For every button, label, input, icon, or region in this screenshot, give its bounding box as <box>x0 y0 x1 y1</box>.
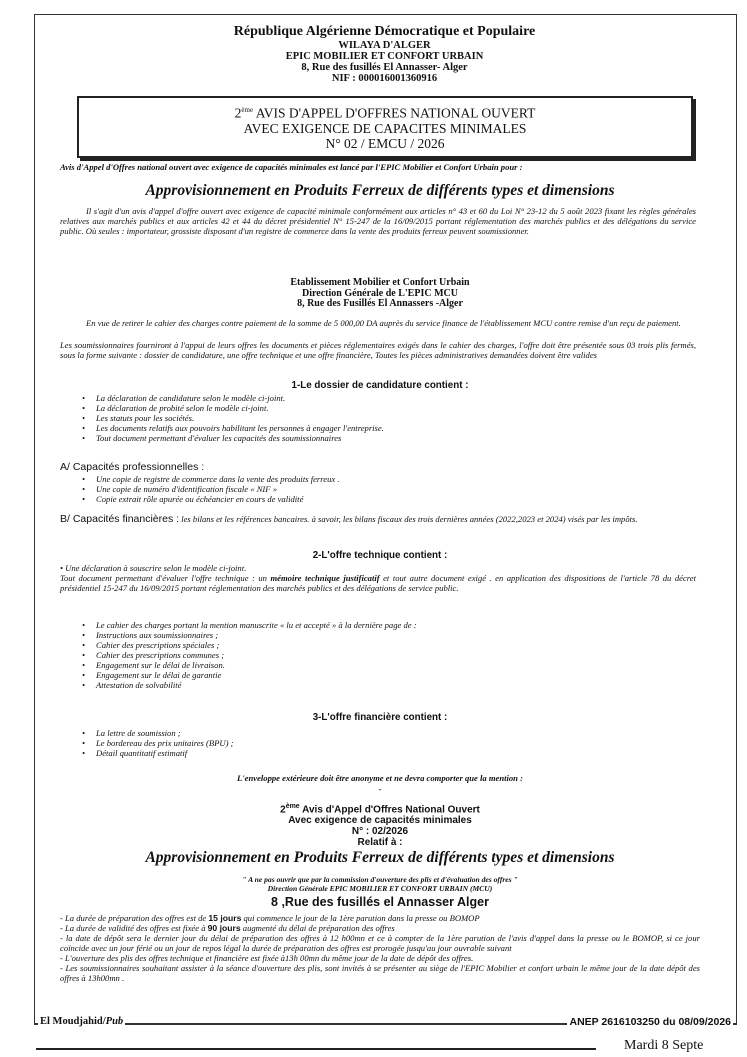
establishment-block: Etablissement Mobilier et Confort Urbain Direction Générale de L'EPIC MCU 8, Rue des Fusillés El Annassers -Alger <box>290 277 470 309</box>
terms-list <box>60 913 700 983</box>
term-line: - La durée de préparation des offres est de 15 jours qui commence le jour de la 1ère parution dans la presse ou BOMOP <box>60 913 480 923</box>
capacities-professional-title: A/ Capacités professionnelles : <box>60 461 205 473</box>
section2-list <box>60 620 700 690</box>
list-item: • Attestation de solvabilité <box>82 680 700 690</box>
list-item: • Engagement sur le délai de livraison. <box>82 660 700 670</box>
address-line: 8, Rue des fusillés El Annasser- Alger <box>301 62 468 73</box>
list-item: • La déclaration de probité selon le modèle ci-joint. <box>82 403 700 413</box>
term-line: - L'ouverture des plis des offres technique et financière est fixée à13h 00mn du même jour de la date de dépôt des offres. <box>60 953 474 963</box>
subject-heading: Approvisionnement en Produits Ferreux de différents types et dimensions <box>145 182 615 199</box>
retrieval-paragraph: En vue de retirer le cahier des charges contre paiement de la somme de 5 000,00 DA auprès du service finance de l'établissement MCU contre remise d'un reçu de paiement. <box>86 318 681 328</box>
envelope-warning-block: " A ne pas ouvrir que par la commission d'ouverture des plis et d'évaluation des offres " Direction Générale EPIC MOBILIER ET CONFORT URBAIN (MCU) <box>242 875 518 893</box>
list-item: • Une copie de registre de commerce dans la vente des produits ferreux . <box>82 474 700 484</box>
list-item: • La déclaration de candidature selon le modèle ci-joint. <box>82 393 700 403</box>
capacities-financial: B/ Capacités financières : les bilans et les références bancaires. à savoir, les bilans fiscaux des trois dernières années (2022,2023 et 2024) visés par les impôts. <box>60 513 638 525</box>
term-line: - la date de dépôt sera le dernier jour du délai de préparation des offres à 12 h00mn et ce à compter de la 1ère parution de l'avis d'appel dans la presse ou le BOMOP, si ce jour coïncide avec un jour férié ou un jour de repos légal la durée de préparation des offres est prorogée jusqu'au jour ouvrable suivant <box>60 933 700 953</box>
notice-title-box <box>77 96 693 158</box>
term-line: - Les soumissionnaires souhaitant assister à la séance d'ouverture des plis, sont invités à se présenter au siège de l'EPIC Mobilier et confort urbain le même jour de la date dépôt des offres à 13h00mn . <box>60 963 700 983</box>
list-item: • Instructions aux soumissionnaires ; <box>82 630 700 640</box>
envelope-dash: - <box>378 784 382 794</box>
list-item: • Cahier des prescriptions communes ; <box>82 650 700 660</box>
list-item: • Le cahier des charges portant la mention manuscrite « lu et accepté » à la dernière page de : <box>82 620 700 630</box>
legal-basis-paragraph: Il s'agit d'un avis d'appel d'offre ouvert avec exigence de capacité minimale conformément aux articles n° 43 et 60 du Loi N° 23-12 du 5 août 2023 fixant les règles générales relatives aux marchés publics et aux articles 42 et 44 du décret présidentiel N° 15-247 de la 16/09/2015 portant réglementation des marchés publics et des délégations du service public. Où seules : importateur, grossiste disposant d'un registre de commerce dans la vente des produits ferreux peuvent soumissionner. <box>60 206 696 236</box>
list-item: • Les statuts pour les sociétés. <box>82 413 700 423</box>
section2-title: 2-L'offre technique contient : <box>312 550 448 561</box>
list-item: • Copie extrait rôle apurée ou échéancier en cours de validité <box>82 494 700 504</box>
anep-reference: ANEP 2616103250 du 08/09/2026 <box>569 1016 731 1028</box>
list-item: • Engagement sur le délai de garantie <box>82 670 700 680</box>
wilaya-line: WILAYA D'ALGER <box>338 40 431 51</box>
list-item: • Tout document permettant d'évaluer les capacités des soumissionnaires <box>82 433 700 443</box>
page-date: Mardi 8 Septe <box>624 1038 704 1053</box>
section1-list <box>60 393 700 443</box>
list-item: • La lettre de soumission ; <box>82 728 700 738</box>
intro-text: Avis d'Appel d'Offres national ouvert avec exigence de capacités minimales est lancé par l'EPIC Mobilier et Confort Urbain pour : <box>60 162 523 172</box>
notice-title-line2: AVEC EXIGENCE DE CAPACITES MINIMALES <box>243 120 527 136</box>
section1-title: 1-Le dossier de candidature contient : <box>291 380 469 391</box>
term-line: - La durée de validité des offres est fixée à 90 jours augmenté du délai de préparation des offres <box>60 923 395 933</box>
section3-title: 3-L'offre financière contient : <box>312 712 448 723</box>
list-item: • Le bordereau des prix unitaires (BPU) ; <box>82 738 700 748</box>
list-item: • Une copie de numéro d'identification fiscale « NIF » <box>82 484 700 494</box>
list-item: • Les documents relatifs aux pouvoirs habilitant les personnes à engager l'entreprise. <box>82 423 700 433</box>
envelope-note: L'enveloppe extérieure doit être anonyme et ne devra comporter que la mention : <box>237 773 523 783</box>
notice-title-line1: 2ème AVIS D'APPEL D'OFFRES NATIONAL OUVERT <box>234 105 536 121</box>
envelope-title-block: 2ème Avis d'Appel d'Offres National Ouvert Avec exigence de capacités minimales N° : 02/2026 Relatif à : <box>280 803 480 849</box>
republic-title: République Algérienne Démocratique et Populaire <box>233 24 536 39</box>
submission-paragraph: Les soumissionnaires fourniront à l'appui de leurs offres les documents et pièces réglementaires exigés dans le cahier des charges, l'offre doit être présentée sous 03 trois plis fermés, sous la forme suivante : dossier de candidature, une offre technique et une offre financière, Toutes les pièces administratives demandées doivent être valides <box>60 340 696 360</box>
section3-list <box>60 728 700 758</box>
list-item: • Cahier des prescriptions spéciales ; <box>82 640 700 650</box>
document-footer <box>34 1013 737 1031</box>
nif-line: NIF : 000016001360916 <box>331 73 438 84</box>
page-bottom-rule <box>36 1048 596 1050</box>
document-header <box>34 24 735 84</box>
envelope-address: 8 ,Rue des fusillés el Annasser Alger <box>271 895 489 909</box>
notice-number: N° 02 / EMCU / 2026 <box>325 135 445 151</box>
list-item: • Détail quantitatif estimatif <box>82 748 700 758</box>
section2-text: • Une déclaration à souscrire selon le modèle ci-joint. Tout document permettant d'évaluer l'offre technique : un mémoire technique justificatif et tout autre document exigé . en application des dispositions de l'article 78 du décret présidentiel 15-247 du 16/09/2015 portant réglementation des marchés publics et des délégations de service public. <box>60 563 696 593</box>
publisher-credit: El Moudjahid/Pub <box>40 1016 124 1027</box>
capacities-professional-list <box>60 474 700 504</box>
envelope-subject: Approvisionnement en Produits Ferreux de différents types et dimensions <box>145 849 615 866</box>
company-line: EPIC MOBILIER ET CONFORT URBAIN <box>285 51 484 62</box>
